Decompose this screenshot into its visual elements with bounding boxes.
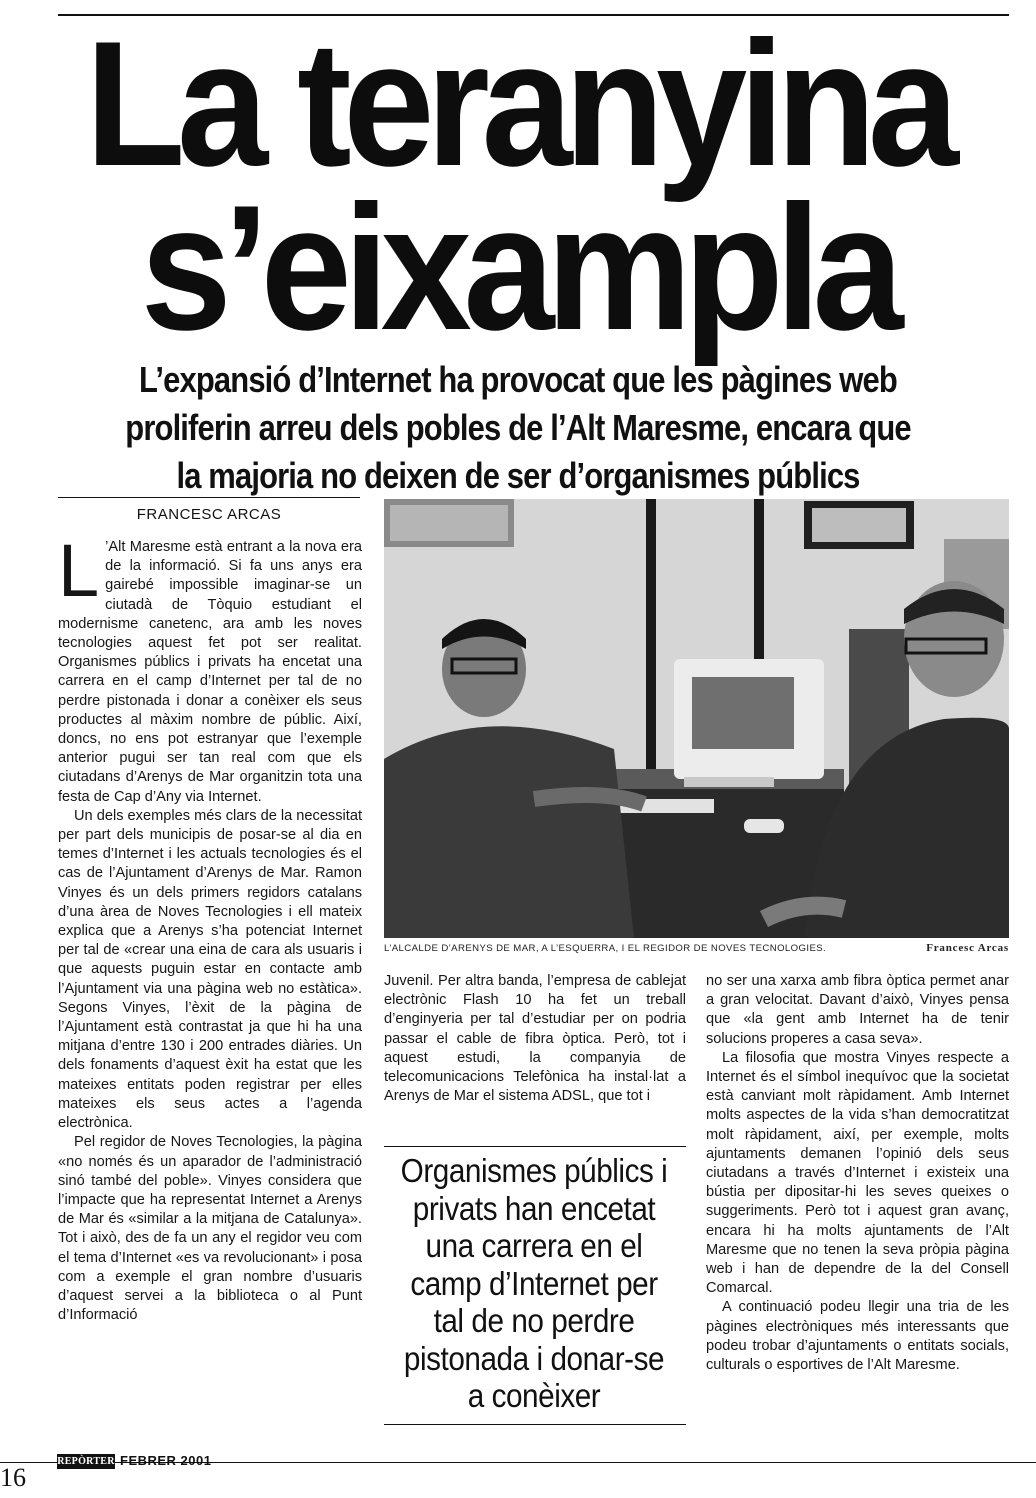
paragraph: no ser una xarxa amb fibra òptica permet anar a gran velocitat. Davant d’això, Vinyes pensa que «la gent amb Internet ha de tenir solucions properes a casa seva». [706,973,1009,1047]
paragraph: A continuació podeu llegir una tria de les pàgines electròniques més interessants que podeu trobar d’ajuntaments o entitats socials, culturals o esportives de l’Alt Maresme. [706,1299,1009,1374]
magazine-logo: REPÒRTER [57,1456,115,1467]
paragraph: L ’Alt Maresme està entrant a la nova era de la informació. Si fa uns anys era gairebé impossible imaginar-se un ciutadà de Tòquio estudiant el modernisme canetenc, ara amb les noves tecnologies aquest fet pot ser realitat. Organismes públics i privats ha encetat una carrera en el camp d’Internet per tal de no perdre pistonada i donar a conèixer els seus productes al màxim nombre de públic. Així, doncs, no ens pot estranyar que l’exemple anterior pugui ser tan real com que els ciutadans d’Arenys de Mar organitzin tota una festa de Cap d’Any via Internet. [58,529,362,805]
page-number: 16 [0,1463,26,1492]
photo-illustration [384,499,1009,938]
paragraph: Pel regidor de Noves Tecnologies, la pàgina «no només és un aparador de l’administració sinó també del poble». Vinyes considera que l’impacte que ha representat Internet a Arenys de Mar és «similar a la mitjana de Catalunya». Tot i això, des de fa un any el regidor veu com el tema d’Internet «es va revolucionant» i posa com a exemple el gran nombre d’usuaris d’aquest servei a la biblioteca o al Punt d’Informació [58,1134,362,1324]
column-3 [706,972,1009,1375]
photo-credit: Francesc Arcas [926,942,1009,954]
headline [78,4,958,367]
deck-subtitle: L’expansió d’Internet ha provocat que les pàgines web proliferin arreu dels pobles de l’Alt Maresme, encara que la majoria no deixen de ser d’organismes públics [125,359,911,496]
headline-line-2: s’eixampla [140,168,896,367]
headline-line-1: La teranyina [85,4,951,203]
pull-quote: Organismes públics i privats han encetat una carrera en el camp d’Internet per tal de no perdre pistonada i donar-se a conèixer [400,1152,668,1414]
issue-date: FEBRER 2001 [120,1453,212,1468]
column-1 [58,529,362,1325]
photo-caption [384,942,1009,954]
byline: FRANCESC ARCAS [136,506,282,523]
paragraph: Juvenil. Per altra banda, l’empresa de cablejat electrònic Flash 10 ha fet un treball d’enginyeria per tal d’estudiar per on podria passar el cable de fibra òptica. Però, tot i aquest estudi, la companyia de telecomunicacions Telefònica ha instal·lat a Arenys de Mar el sistema ADSL, que tot i [384,973,686,1105]
caption-text: L’ALCALDE D’ARENYS DE MAR, A L’ESQUERRA, I EL REGIDOR DE NOVES TECNOLOGIES. [384,943,827,954]
pullquote-top-rule [384,1146,686,1147]
column-2 [384,972,686,1106]
paragraph: Un dels exemples més clars de la necessitat per part dels municipis de posar-se al dia en temes d’Internet i les actuals tecnologies és el cas de l’Ajuntament d’Arenys de Mar. Ramon Vinyes és un dels primers regidors catalans d’una àrea de Noves Tecnologies i ell mateix explica que a Arenys s’ha potenciat Internet per tal de «crear una eina de cara als usuaris i que aquests puguin estar en contacte amb l’Ajuntament via una pàgina web no estàtica». Segons Vinyes, l’èxit de la pàgina de l’Ajuntament està contrastat ja que hi ha una mitjana d’entre 130 i 200 entrades diàries. Un dels fonaments d’aquest èxit ha estat que les mateixes entitats poden registrar per elles mateixes els seus actes a l’agenda electrònica. [58,807,362,1132]
byline-rule [58,497,360,498]
article-photo [384,499,1009,938]
paragraph: La filosofia que mostra Vinyes respecte a Internet és el símbol inequívoc que la societat està canviant molt ràpidament. Amb Internet molts aspectes de la vida s’han democratitzat molt ràpidament, així, per exemple, molts ajuntaments demanen l’opinió dels seus ciutadans a través d’Internet i existeix una bústia per dipositar-hi les seves queixes o suggeriments. Però tot i aquest gran avanç, encara hi ha molts ajuntaments de l’Alt Maresme que no tenen la seva pròpia pàgina web i han de dependre de la del Consell Comarcal. [706,1049,1009,1297]
drop-cap: L [58,529,100,612]
pullquote-bottom-rule [384,1424,686,1425]
